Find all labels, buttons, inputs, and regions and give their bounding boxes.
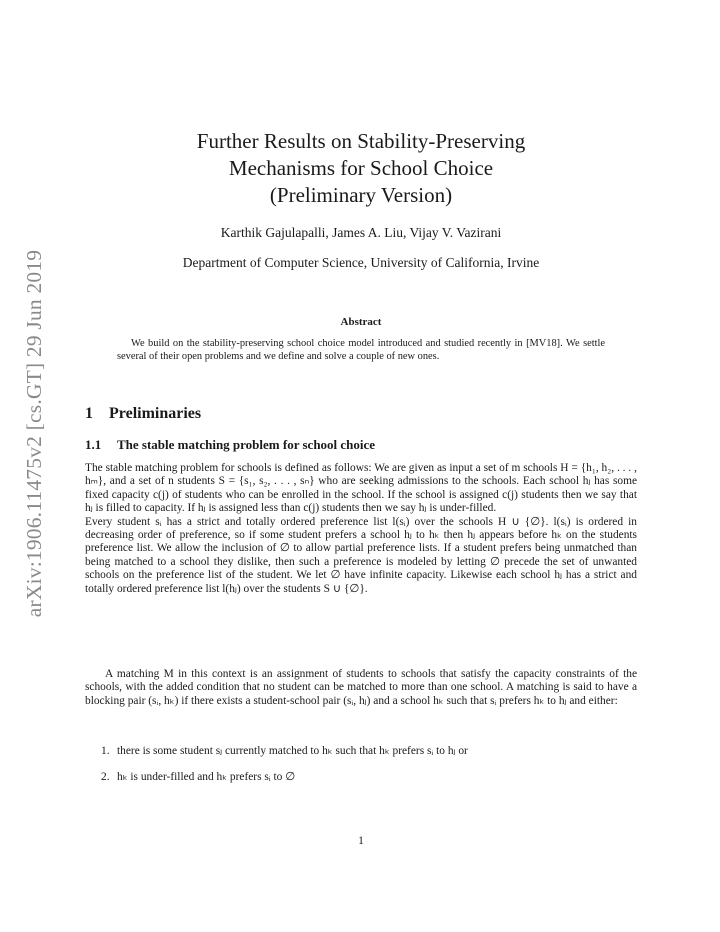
author-list: Karthik Gajulapalli, James A. Liu, Vijay V. Vazirani bbox=[220, 225, 502, 240]
enumeration-text: hₖ is under-filled and hₖ prefers sᵢ to ∅ bbox=[117, 771, 296, 783]
arxiv-identifier-text: arXiv:1906.11475v2 [cs.GT] 29 Jun 2019 bbox=[22, 249, 47, 618]
section-number: 1 bbox=[85, 405, 93, 422]
arxiv-identifier-stamp bbox=[20, 231, 50, 636]
author-affiliation: Department of Computer Science, University of California, Irvine bbox=[182, 255, 540, 270]
paragraph-preferences: Every student sᵢ has a strict and totally ordered preference list l(sᵢ) over the schools H ∪ {∅}. l(sᵢ) is ordered in decreasing order of preference, so if some student prefers a school hⱼ to hₖ then hⱼ appears before hₖ on the students preference list. We allow the inclusion of ∅ to allow partial preference lists. If a student prefers being unmatched than being matched to a school they dislike, then such a preference is modeled by letting ∅ precede the set of unwanted schools on the preference list of the student. We let ∅ have infinite capacity. Likewise each school hⱼ has a strict and totally ordered preference list l(hⱼ) over the students S ∪ {∅}. bbox=[85, 515, 637, 595]
enumeration-label: 2. bbox=[101, 771, 110, 783]
paragraph-definition: The stable matching problem for schools is defined as follows: We are given as input a set of m schools H = {h₁, h₂, . . . , hₘ}, and a set of n students S = {s₁, s₂, . . . , sₙ} who are seeking admissions to the schools. Each school hⱼ has some fixed capacity c(j) of students who can be enrolled in the school. If the school is assigned c(j) students then we say that hⱼ is filled to capacity. If hⱼ is assigned less than c(j) students then we say hⱼ is under-filled. bbox=[85, 462, 637, 515]
page-number: 1 bbox=[358, 835, 364, 847]
subsection-title: The stable matching problem for school choice bbox=[117, 437, 376, 452]
section-heading bbox=[85, 405, 201, 423]
title-line-1: Further Results on Stability-Preserving bbox=[196, 129, 526, 153]
subsection-heading bbox=[85, 437, 375, 453]
section-title: Preliminaries bbox=[109, 405, 202, 422]
enumeration-label: 1. bbox=[101, 745, 110, 757]
enumeration-text: there is some student sⱼ currently matched to hₖ such that hₖ prefers sᵢ to hⱼ or bbox=[117, 745, 468, 757]
abstract-text: We build on the stability-preserving school choice model introduced and studied recently in [MV18]. We settle several of their open problems and we define and solve a couple of new ones. bbox=[117, 338, 605, 362]
body-paragraph-2: A matching M in this context is an assignment of students to schools that satisfy the capacity constraints of the schools, with the added condition that no student can be matched to more than one school. A matching is said to have a blocking pair (sᵢ, hₖ) if there exists a student-school pair (sᵢ, hⱼ) and a school hₖ such that sᵢ prefers hₖ to hⱼ and either: bbox=[85, 668, 637, 707]
abstract-heading: Abstract bbox=[340, 316, 382, 328]
body-paragraph-1 bbox=[85, 462, 637, 596]
paper-title bbox=[85, 128, 637, 209]
title-line-3: (Preliminary Version) bbox=[269, 183, 453, 207]
subsection-number: 1.1 bbox=[85, 437, 102, 452]
title-line-2: Mechanisms for School Choice bbox=[228, 156, 494, 180]
enumeration-item-1 bbox=[101, 745, 637, 758]
enumeration-item-2 bbox=[101, 771, 637, 784]
